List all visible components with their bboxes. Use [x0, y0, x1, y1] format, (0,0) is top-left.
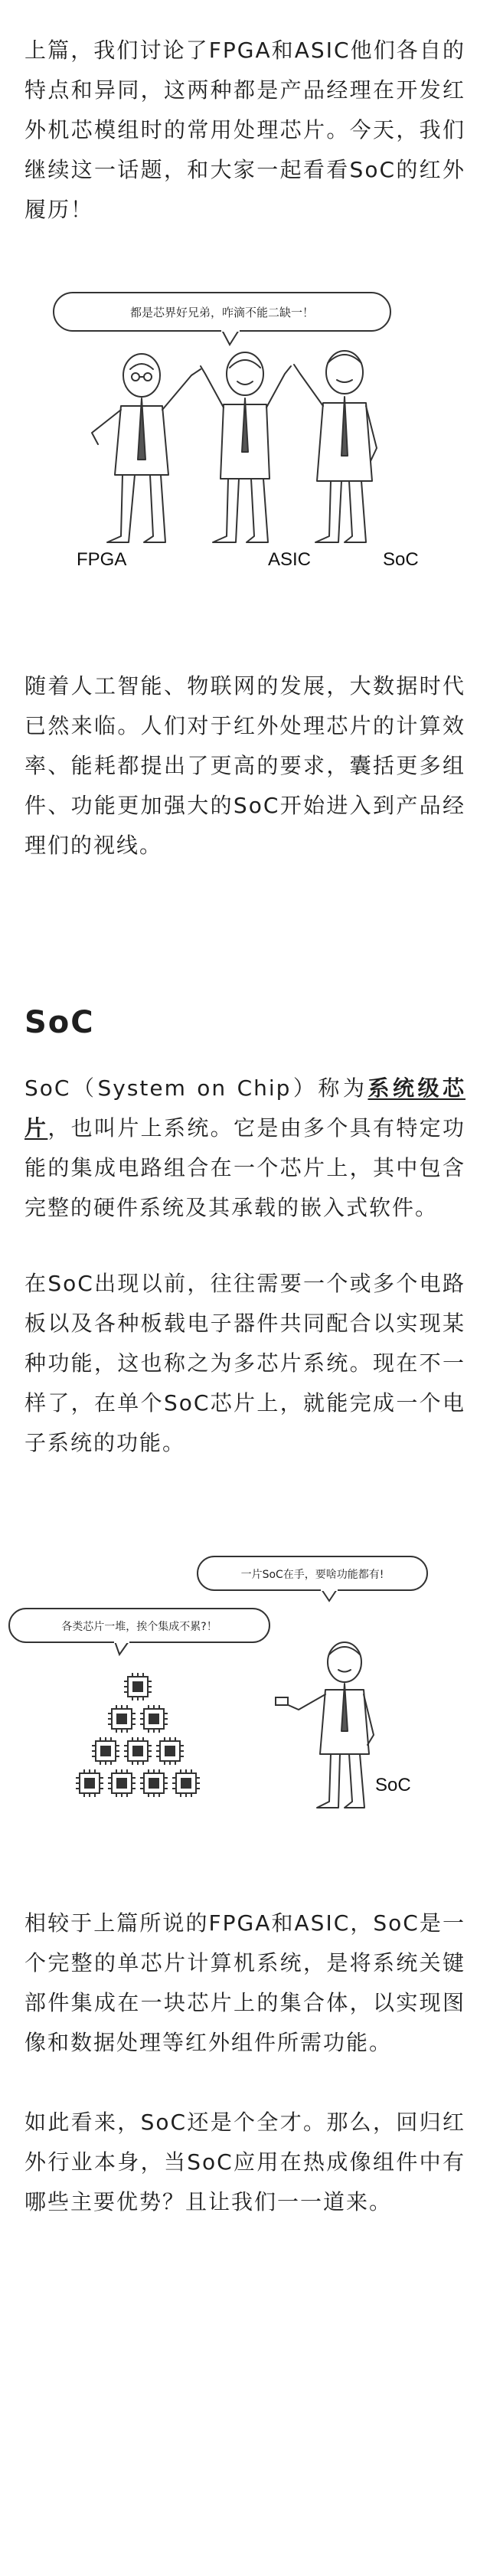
speech-bubble-tail: [222, 330, 239, 345]
definition-before: SoC（System on Chip）称为: [24, 1075, 368, 1101]
bubble-left-text: 各类芯片一堆，挨个集成不累?！: [61, 1621, 217, 1633]
person-fpga: [92, 354, 201, 542]
definition-emphasis: 系统级芯片: [24, 1075, 466, 1141]
soc-definition-paragraph: [24, 1069, 466, 1228]
three-figures-drawing: [0, 283, 490, 590]
chip-icon: [124, 1673, 152, 1700]
person-asic: [201, 352, 291, 542]
chip-pyramid: [76, 1673, 200, 1797]
conclusion-paragraph: 如此看来，SoC还是个全才。那么，回归红外行业本身，当SoC应用在热成像组件中有哪些主要优势？且让我们一一道来。: [24, 2110, 466, 2214]
person-soc-holder: [285, 1642, 374, 1808]
chip-icon: [108, 1705, 136, 1733]
chip-icon: [76, 1769, 103, 1797]
chip-icon: [108, 1769, 136, 1797]
chip-icon: [124, 1737, 152, 1765]
soc-chips-drawing: [0, 1547, 490, 1823]
definition-after: ，也叫片上系统。它是由多个具有特定功能的集成电路组合在一个芯片上，其中包含完整的硬件系统及其承载的嵌入式软件。: [24, 1115, 466, 1220]
trend-paragraph: 随着人工智能、物联网的发展，大数据时代已然来临。人们对于红外处理芯片的计算效率、能耗都提出了更高的要求，囊括更多组件、功能更加强大的SoC开始进入到产品经理们的视线。: [24, 673, 466, 858]
section-title: SoC: [24, 1005, 95, 1040]
label-fpga: FPGA: [77, 549, 127, 570]
small-chip-icon: [276, 1697, 288, 1705]
chip-icon: [156, 1737, 184, 1765]
label-soc-holder: SoC: [375, 1775, 411, 1795]
illustration-three-chips: [0, 283, 490, 590]
bubble-text: 都是芯界好兄弟，咋滴不能二缺一！: [129, 306, 315, 319]
chip-icon: [172, 1769, 200, 1797]
chip-icon: [140, 1705, 168, 1733]
person-soc: [294, 351, 377, 542]
history-paragraph: 在SoC出现以前，往往需要一个或多个电路板以及各种板载电子器件共同配合以实现某种功能，这也称之为多芯片系统。现在不一样了，在单个SoC芯片上，就能完成一个电子系统的功能。: [24, 1271, 466, 1455]
intro-paragraph: 上篇，我们讨论了FPGA和ASIC他们各自的特点和异同，这两种都是产品经理在开发红外机芯模组时的常用处理芯片。今天，我们继续这一话题，和大家一起看看SoC的红外履历！: [24, 38, 466, 222]
label-asic: ASIC: [268, 549, 312, 570]
chip-icon: [92, 1737, 119, 1765]
illustration-soc-vs-chips: [0, 1547, 490, 1823]
comparison-paragraph: 相较于上篇所说的FPGA和ASIC，SoC是一个完整的单芯片计算机系统，是将系统关键部件集成在一块芯片上的集合体，以实现图像和数据处理等红外组件所需功能。: [24, 1910, 466, 2055]
label-soc: SoC: [383, 549, 419, 570]
bubble-right-text: 一片SoC在手，要啥功能都有!: [240, 1569, 384, 1581]
chip-icon: [140, 1769, 168, 1797]
